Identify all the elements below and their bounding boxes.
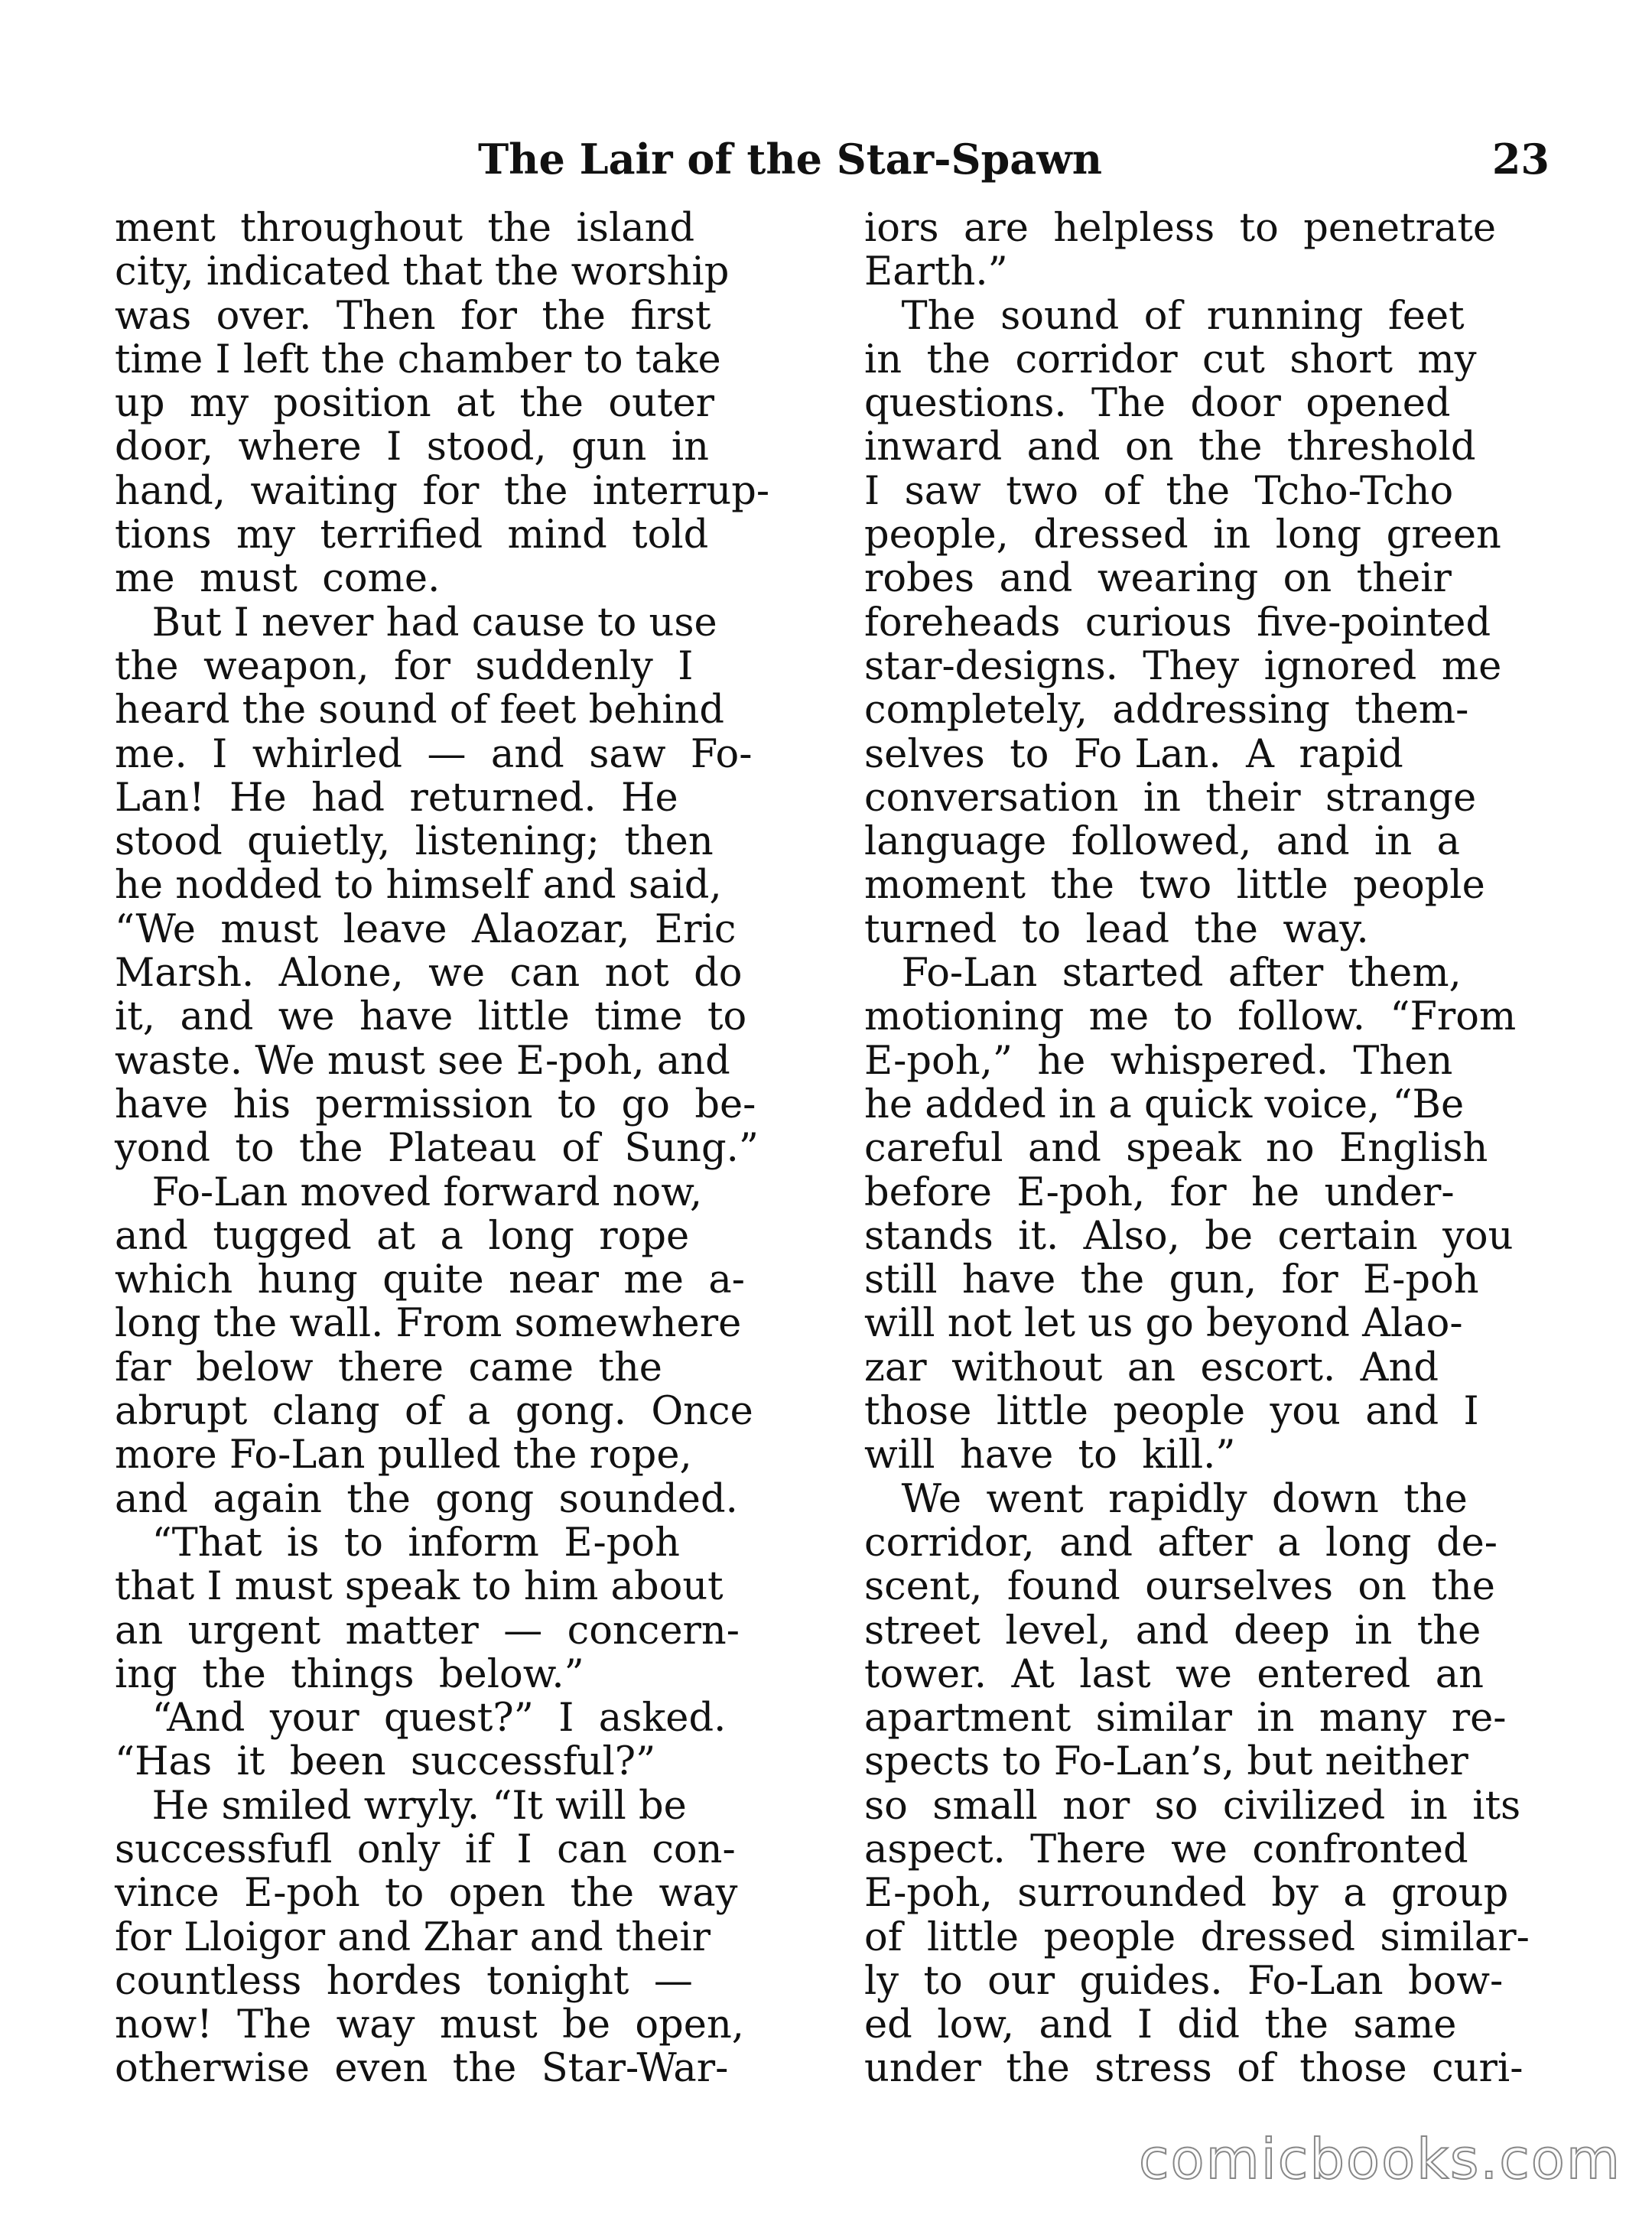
site-watermark: comicbooks.com	[1138, 2127, 1621, 2191]
paragraph: “And your quest?” I asked. “Has it been successful?”	[115, 1696, 727, 1785]
paragraph: Fo-Lan moved forward now, and tugged at a long rope which hung quite near me a- long the wall. From somewhere far below there came the abrupt clang of a gong. Once more Fo-Lan pulled the rope, and again the gong sounded.	[115, 1169, 753, 1522]
page-header	[115, 128, 1550, 190]
paragraph: But I never had cause to use the weapon, for suddenly I heard the sound of feet behind me. I whirled — and saw Fo- Lan! He had returned. He stood quietly, listening; then he nodded to himself and said, “We must leave Alaozar, Eric Marsh. Alone, we can not do it, and we have little time to waste. We must see E-poh, and have his permission to go be- yond to the Plateau of Sung.”	[115, 600, 759, 1172]
paragraph: “That is to inform E-poh that I must speak to him about an urgent matter — concern- ing the things below.”	[115, 1520, 740, 1697]
paragraph: Fo-Lan started after them, motioning me to follow. “From E-poh,” he whispered. Then he added in a quick voice, “Be careful and speak no English before E-poh, for he under- stands it. Also, be certain you still have the gun, for E-poh will not let us go beyond Alao- zar without an escort. And those little people you and I will have to kill.”	[864, 951, 1517, 1478]
paragraph: iors are helpless to penetrate Earth.”	[864, 206, 1497, 295]
running-title: The Lair of the Star-Spawn	[478, 135, 1103, 184]
paragraph: ment throughout the island city, indicated that the worship was over. Then for the first time I left the chamber to take up my position at the outer door, where I stood, gun in hand, waiting for the interrup- tions my terrified mind told me must come.	[115, 206, 770, 602]
page-number: 23	[1491, 135, 1550, 184]
text-column-left	[115, 207, 785, 2091]
paragraph: The sound of running feet in the corridor cut short my questions. The door opened inward and on the threshold I saw two of the Tcho-Tcho people, dressed in long green robes and wearing on their foreheads curious five-pointed star-designs. They ignored me completely, addressing them- selves to Fo Lan. A rapid conversation in their strange language followed, and in a moment the two little people turned to lead the way.	[864, 293, 1502, 952]
paragraph: We went rapidly down the corridor, and after a long de- scent, found ourselves on the street level, and deep in the tower. At last we entered an apartment similar in many re- spects to Fo-Lan’s, but neither so small nor so civilized in its aspect. There we confronted E-poh, surrounded by a group of little people dressed similar- ly to our guides. Fo-Lan bow- ed low, and I did the same under the stress of those curi-	[864, 1476, 1530, 2092]
paragraph: He smiled wryly. “It will be successfufl only if I can con- vince E-poh to open the way for Lloigor and Zhar and their countless hordes tonight — now! The way must be open, otherwise even the Star-War-	[115, 1783, 745, 2092]
text-column-right	[864, 207, 1534, 2091]
